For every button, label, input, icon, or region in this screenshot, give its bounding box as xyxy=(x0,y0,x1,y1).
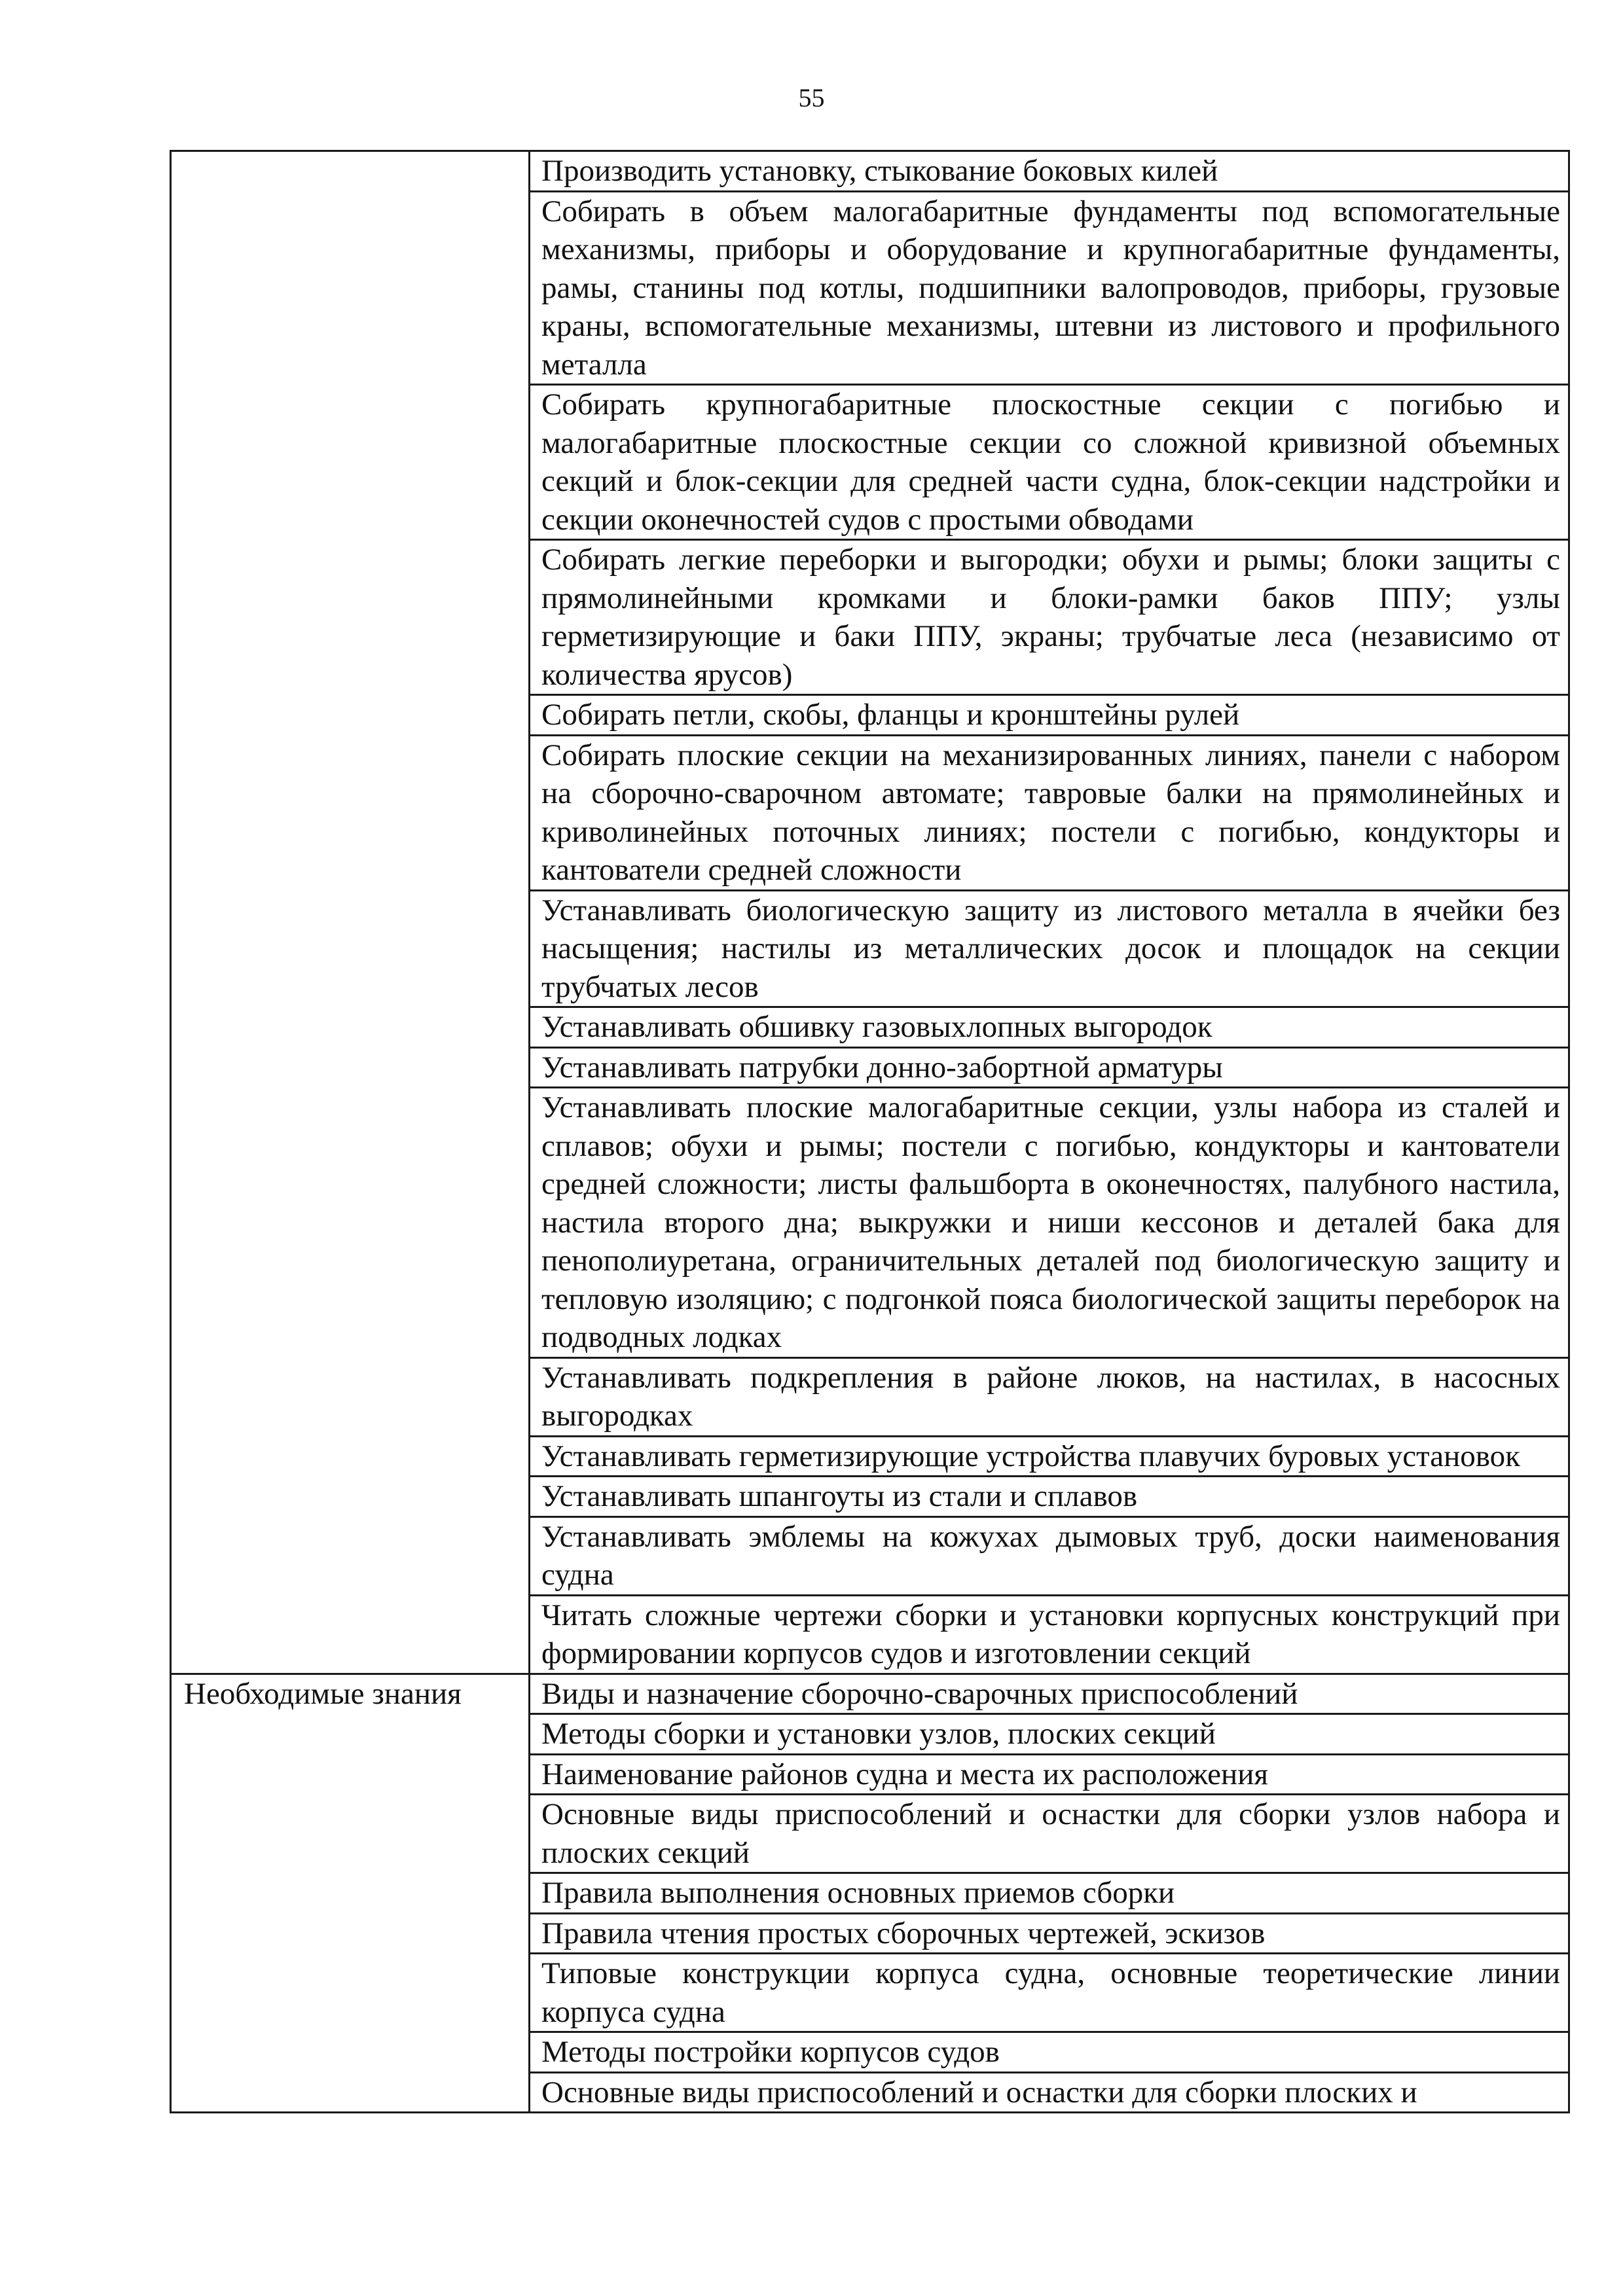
requirement-cell: Методы постройки корпусов судов xyxy=(530,2032,1569,2073)
requirement-cell: Устанавливать обшивку газовыхлопных выгородок xyxy=(530,1007,1569,1048)
requirement-cell: Собирать плоские секции на механизированных линиях, панели с набором на сборочно-сварочном автомате; тавровые балки на прямолинейных и криволинейных поточных линиях; постели с погибью, кондукторы и кантователи средней сложности xyxy=(530,735,1569,890)
requirement-cell: Основные виды приспособлений и оснастки для сборки плоских и xyxy=(530,2072,1569,2113)
row-group-label: Необходимые знания xyxy=(171,1674,530,2113)
requirement-cell: Устанавливать подкрепления в районе люков, на настилах, в насосных выгородках xyxy=(530,1357,1569,1436)
requirement-cell: Наименование районов судна и места их расположения xyxy=(530,1754,1569,1795)
requirement-cell: Устанавливать эмблемы на кожухах дымовых труб, доски наименования судна xyxy=(530,1516,1569,1595)
requirement-cell: Методы сборки и установки узлов, плоских секций xyxy=(530,1714,1569,1755)
table-row xyxy=(171,151,1569,192)
requirement-cell: Виды и назначение сборочно-сварочных приспособлений xyxy=(530,1674,1569,1714)
requirement-cell: Типовые конструкции корпуса судна, основные теоретические линии корпуса судна xyxy=(530,1954,1569,2032)
table-row xyxy=(171,1674,1569,1714)
page-number: 55 xyxy=(798,83,825,113)
requirement-cell: Производить установку, стыкование боковых килей xyxy=(530,151,1569,192)
competency-table xyxy=(170,150,1570,2113)
requirement-cell: Правила выполнения основных приемов сборки xyxy=(530,1873,1569,1914)
requirement-cell: Правила чтения простых сборочных чертежей, эскизов xyxy=(530,1913,1569,1954)
requirement-cell: Читать сложные чертежи сборки и установки корпусных конструкций при формировании корпусов судов и изготовлении секций xyxy=(530,1595,1569,1674)
requirement-cell: Устанавливать герметизирующие устройства плавучих буровых установок xyxy=(530,1436,1569,1477)
requirement-cell: Собирать крупногабаритные плоскостные секции с погибью и малогабаритные плоскостные секции со сложной кривизной объемных секций и блок-секции для средней части судна, блок-секции надстройки и секции оконечностей судов с простыми обводами xyxy=(530,385,1569,540)
requirement-cell: Устанавливать патрубки донно-забортной арматуры xyxy=(530,1047,1569,1088)
requirement-cell: Устанавливать шпангоуты из стали и сплавов xyxy=(530,1477,1569,1517)
requirement-cell: Устанавливать плоские малогабаритные секции, узлы набора из сталей и сплавов; обухи и рымы; постели с погибью, кондукторы и кантователи средней сложности; листы фальшборта в оконечностях, палубного настила, настила второго дна; выкружки и ниши кессонов и деталей бака для пенополиуретана, ограничительных деталей под биологическую защиту и тепловую изоляцию; с подгонкой пояса биологической защиты переборок на подводных лодках xyxy=(530,1088,1569,1358)
requirement-cell: Собирать в объем малогабаритные фундаменты под вспомогательные механизмы, приборы и оборудование и крупногабаритные фундаменты, рамы, станины под котлы, подшипники валопроводов, приборы, грузовые краны, вспомогательные механизмы, штевни из листового и профильного металла xyxy=(530,191,1569,385)
requirement-cell: Собирать легкие переборки и выгородки; обухи и рымы; блоки защиты с прямолинейными кромками и блоки-рамки баков ППУ; узлы герметизирующие и баки ППУ, экраны; трубчатые леса (независимо от количества ярусов) xyxy=(530,540,1569,695)
requirement-cell: Устанавливать биологическую защиту из листового металла в ячейки без насыщения; настилы из металлических досок и площадок на секции трубчатых лесов xyxy=(530,890,1569,1007)
requirement-cell: Основные виды приспособлений и оснастки для сборки узлов набора и плоских секций xyxy=(530,1795,1569,1873)
competency-table-body xyxy=(171,151,1569,2113)
requirement-cell: Собирать петли, скобы, фланцы и кронштейны рулей xyxy=(530,695,1569,736)
row-group-label xyxy=(171,151,530,1674)
